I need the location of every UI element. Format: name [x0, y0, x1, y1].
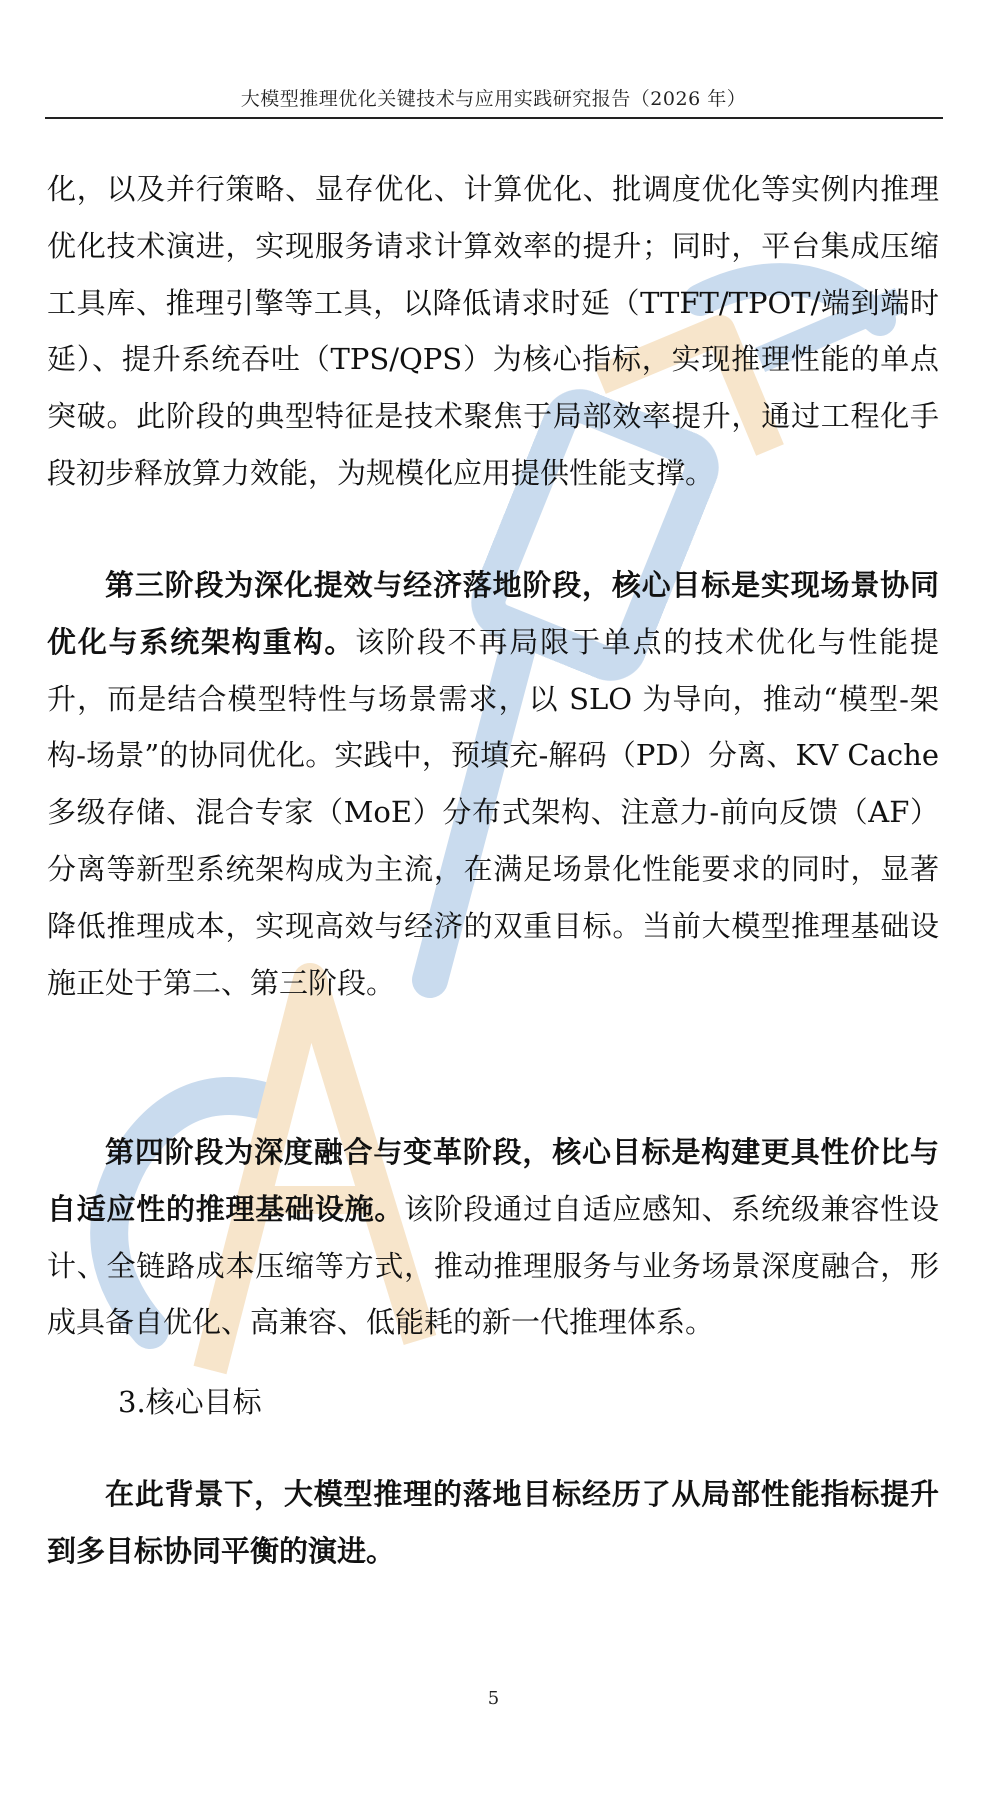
paragraph-3 — [47, 1124, 939, 1351]
paragraph-4-lead: 在此背景下，大模型推理的落地目标经历了从局部性能指标提升到多目标协同平衡的演进。 — [47, 1477, 939, 1568]
section-heading: 3.核心目标 — [118, 1385, 262, 1419]
paragraph-2-body: 该阶段不再局限于单点的技术优化与性能提升，而是结合模型特性与场景需求，以 SLO 为导向，推动“模型-架构-场景”的协同优化。实践中，预填充-解码（PD）分离、KV Cache 多级存储、混合专家（MoE）分布式架构、注意力-前向反馈（AF）分离等新型系统架构成为主流，在满足场景化性能要求的同时，显著降低推理成本，实现高效与经济的双重目标。当前大模型推理基础设施正处于第二、第三阶段。 — [47, 624, 939, 1000]
paragraph-3-lead: 第四阶段为深度融合与变革阶段，核心目标是构建更具性价比与自适应性的推理基础设施。 — [47, 1135, 939, 1226]
page-header: 大模型推理优化关键技术与应用实践研究报告（2026 年） — [240, 88, 747, 110]
paragraph-2-lead: 第三阶段为深化提效与经济落地阶段，核心目标是实现场景协同优化与系统架构重构。 — [47, 568, 939, 659]
paragraph-4 — [47, 1466, 939, 1580]
header-divider — [45, 117, 943, 119]
paragraph-1: 化，以及并行策略、显存优化、计算优化、批调度优化等实例内推理优化技术演进，实现服务请求计算效率的提升；同时，平台集成压缩工具库、推理引擎等工具，以降低请求时延（TTFT/TPOT/端到端时延）、提升系统吞吐（TPS/QPS）为核心指标，实现推理性能的单点突破。此阶段的典型特征是技术聚焦于局部效率提升，通过工程化手段初步释放算力效能，为规模化应用提供性能支撑。 — [47, 172, 939, 490]
paragraph-2 — [47, 557, 939, 1011]
page-number: 5 — [487, 1688, 500, 1709]
watermark-text: CAICT 中国信通院 — [0, 0, 9, 1]
paragraph-3-body: 该阶段通过自适应感知、系统级兼容性设计、全链路成本压缩等方式，推动推理服务与业务场景深度融合，形成具备自优化、高兼容、低能耗的新一代推理体系。 — [47, 1191, 939, 1340]
